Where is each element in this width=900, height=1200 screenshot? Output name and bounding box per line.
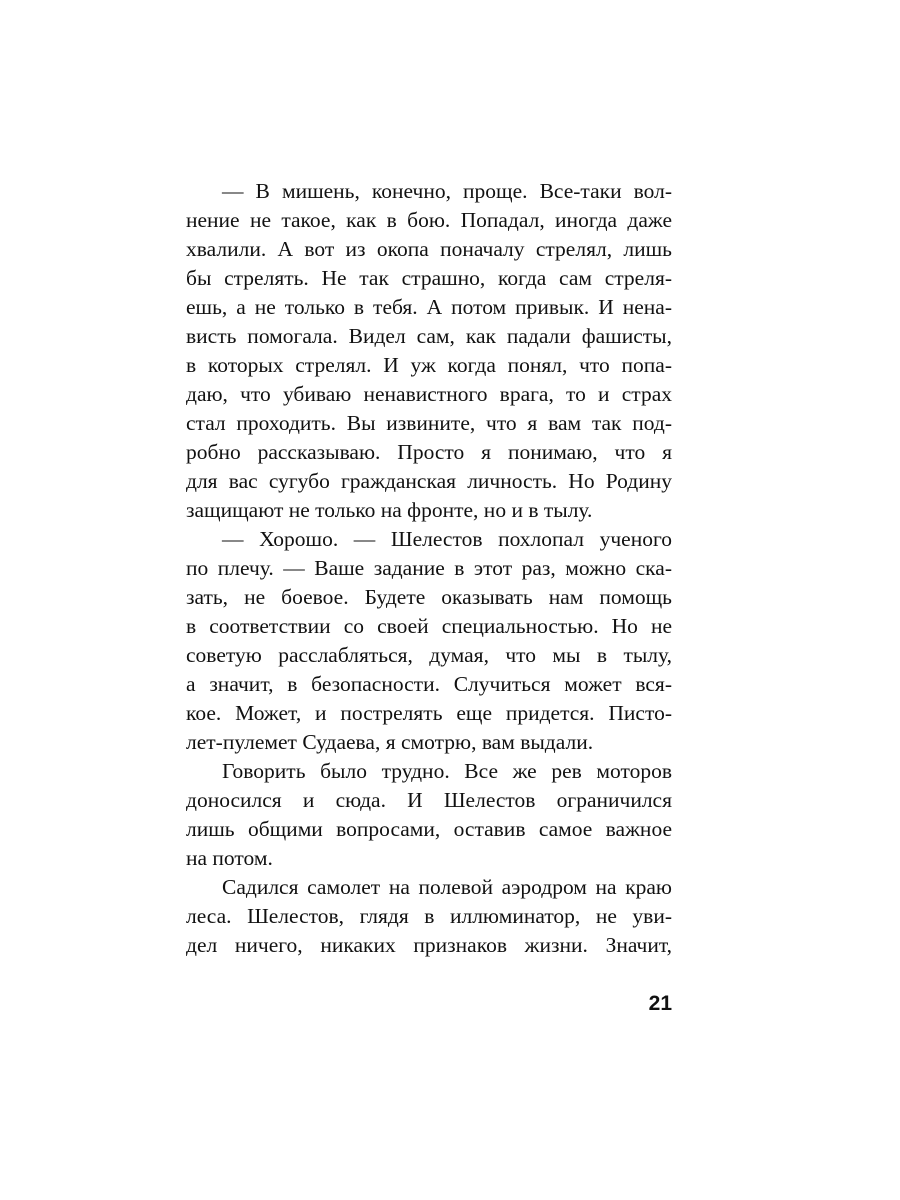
text-line: Говорить было трудно. Все же рев моторов [222,759,672,783]
text-line: в которых стрелял. И уж когда понял, что попа- [186,353,672,377]
text-line: дел ничего, никаких признаков жизни. Значит, [186,933,672,957]
text-line: по плечу. — Ваше задание в этот раз, можно ска- [186,556,672,580]
text-line: доносился и сюда. И Шелестов ограничился [186,788,672,812]
text-line: — Хорошо. — Шелестов похлопал ученого [222,527,672,551]
text-line: стал проходить. Вы извините, что я вам так под- [186,411,672,435]
text-line: Садился самолет на полевой аэродром на краю [222,875,672,899]
text-line: бы стрелять. Не так страшно, когда сам стреля- [186,266,672,290]
text-line: висть помогала. Видел сам, как падали фашисты, [186,324,672,348]
text-line: — В мишень, конечно, проще. Все-таки вол- [222,179,672,203]
text-line: на потом. [186,846,273,870]
text-line: лет-пулемет Судаева, я смотрю, вам выдали. [186,730,594,754]
text-line: а значит, в безопасности. Случиться может вся- [186,672,672,696]
text-line: кое. Может, и пострелять еще придется. Писто- [186,701,672,725]
text-line: защищают не только на фронте, но и в тылу. [186,498,593,522]
text-line: лишь общими вопросами, оставив самое важное [186,817,672,841]
page-number: 21 [648,992,672,1015]
text-line: даю, что убиваю ненавистного врага, то и страх [186,382,672,406]
text-line: хвалили. А вот из окопа поначалу стрелял, лишь [186,237,672,261]
text-line: леса. Шелестов, глядя в иллюминатор, не уви- [186,904,672,928]
text-line: зать, не боевое. Будете оказывать нам помощь [186,585,672,609]
text-line: робно рассказываю. Просто я понимаю, что я [186,440,672,464]
text-line: для вас сугубо гражданская личность. Но Родину [186,469,672,493]
text-line: советую расслабляться, думая, что мы в тылу, [186,643,672,667]
text-line: ешь, а не только в тебя. А потом привык. И нена- [186,295,672,319]
body-text [186,177,672,960]
text-line: нение не такое, как в бою. Попадал, иногда даже [186,208,672,232]
text-line: в соответствии со своей специальностью. Но не [186,614,672,638]
